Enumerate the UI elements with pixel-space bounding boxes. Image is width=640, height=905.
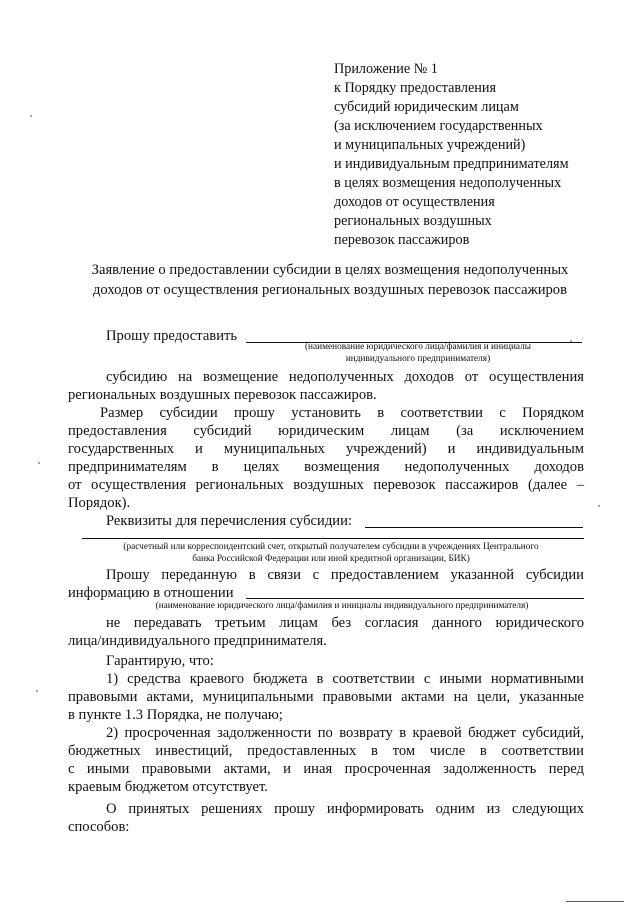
appendix-line: Приложение № 1 — [334, 61, 438, 77]
body-line: Размер субсидии прошу установить в соответствии с Порядком — [100, 405, 584, 421]
body-line: от осуществления региональных воздушных перевозок пассажиров (далее – — [68, 477, 584, 493]
body-line: бюджетных инвестиций, предоставленных в том числе в соответствии — [68, 743, 584, 759]
scan-speck — [598, 505, 600, 507]
body-line: предоставления субсидий юридическим лицам (за исключением — [68, 423, 584, 439]
appendix-line: (за исключением государственных — [334, 118, 543, 134]
appendix-line: субсидий юридическим лицам — [334, 99, 519, 115]
scan-speck — [38, 462, 40, 464]
body-line: с иными правовыми актами, и иная просроченная задолженность перед — [68, 761, 584, 777]
title-line: доходов от осуществления региональных воздушных перевозок пассажиров — [92, 282, 567, 298]
appendix-line: к Порядку предоставления — [334, 80, 496, 96]
requisites-caption: банка Российской Федерации или иной кредитной организации, БИК) — [192, 554, 470, 564]
appendix-line: и муниципальных учреждений) — [334, 137, 526, 153]
body-line: Порядок). — [68, 495, 131, 511]
requisites-caption: (расчетный или корреспондентский счет, открытый получателем субсидии в учреждениях Центрального — [123, 542, 539, 552]
body-line: Прошу переданную в связи с предоставлением указанной субсидии — [106, 567, 584, 583]
document-title — [60, 260, 600, 300]
scan-edge-mark — [566, 901, 624, 902]
body-line: 2) просроченная задолженности по возврату в краевой бюджет субсидий, — [106, 725, 584, 741]
body-line: в пункте 1.3 Порядка, не получаю; — [68, 707, 283, 723]
body-line: краевым бюджетом отсутствует. — [68, 779, 268, 795]
body-line: информацию в отношении — [68, 585, 234, 601]
body-line: субсидию на возмещение недополученных доходов от осуществления — [106, 369, 584, 385]
appendix-line: доходов от осуществления — [334, 194, 495, 210]
applicant-caption: индивидуального предпринимателя) — [345, 354, 491, 364]
appendix-line: перевозок пассажиров — [334, 232, 470, 248]
guarantee-heading: Гарантирую, что: — [106, 653, 214, 669]
applicant-caption: (наименование юридического лица/фамилия и инициалы — [304, 342, 532, 352]
body-line: способов: — [68, 819, 130, 835]
body-line: не передавать третьим лицам без согласия данного юридического — [106, 615, 584, 631]
body-line: О принятых решениях прошу информировать одним из следующих — [106, 801, 584, 817]
request-label: Прошу предоставить — [106, 328, 238, 344]
scan-speck — [570, 340, 572, 342]
appendix-line: в целях возмещения недополученных — [334, 175, 562, 191]
appendix-header — [334, 60, 624, 250]
title-line: Заявление о предоставлении субсидии в целях возмещения недополученных — [91, 262, 569, 278]
body-line: предпринимателям в целях возмещения недополученных доходов — [68, 459, 584, 475]
recipient-name-field[interactable] — [246, 598, 584, 599]
body-line: региональных воздушных перевозок пассажиров. — [68, 387, 377, 403]
requisites-label: Реквизиты для перечисления субсидии: — [106, 513, 352, 529]
body-line: 1) средства краевого бюджета в соответствии с иными нормативными — [106, 671, 584, 687]
body-line: правовыми актами, муниципальными правовыми актами на цели, указанные — [68, 689, 584, 705]
scan-speck — [30, 115, 32, 117]
body-line: лица/индивидуального предпринимателя. — [68, 633, 327, 649]
requisites-field-2[interactable] — [82, 538, 584, 539]
appendix-line: региональных воздушных — [334, 213, 492, 229]
body-line: государственных и муниципальных учреждений) и индивидуальным — [68, 441, 584, 457]
appendix-line: и индивидуальным предпринимателям — [334, 156, 569, 172]
scan-speck — [36, 690, 38, 692]
requisites-field[interactable] — [365, 527, 583, 528]
recipient-caption: (наименование юридического лица/фамилия и инициалы индивидуального предпринимателя) — [155, 601, 529, 611]
